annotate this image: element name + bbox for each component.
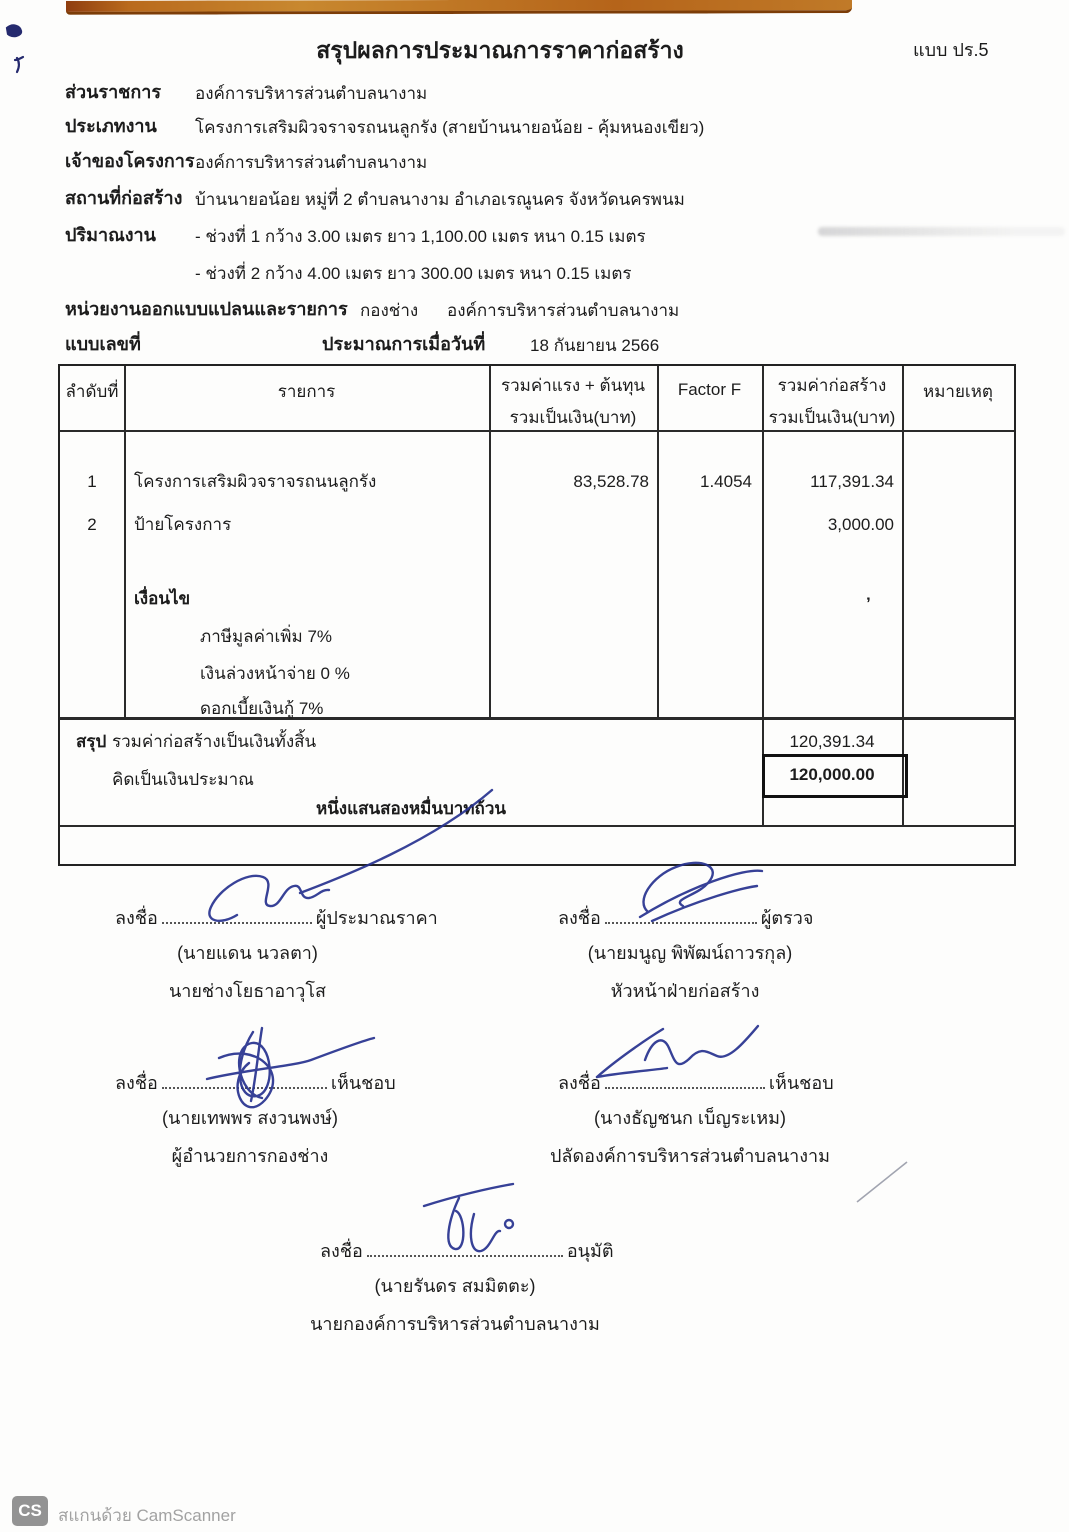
field-value-quantity-2: - ช่วงที่ 2 กว้าง 4.00 เมตร ยาว 300.00 เมตร หนา 0.15 เมตร	[195, 264, 632, 283]
row1-item: โครงการเสริมผิวจราจรถนนลูกรัง	[134, 472, 377, 491]
signature-row-estimator	[115, 903, 438, 932]
sign-role: เห็นชอบ	[330, 1073, 396, 1093]
stray-mark-top-left	[15, 57, 23, 60]
signer-position-inspector: หัวหน้าฝ่ายก่อสร้าง	[610, 981, 760, 1001]
row1-no: 1	[87, 472, 97, 491]
field-label-location: สถานที่ก่อสร้าง	[65, 188, 183, 208]
signature-row-approve-left	[115, 1068, 396, 1097]
row1-labor: 83,528.78	[573, 472, 649, 491]
sign-label: ลงชื่อ	[558, 908, 601, 928]
col-header-remark: หมายเหตุ	[923, 382, 993, 401]
form-code: แบบ ปร.5	[913, 40, 989, 60]
table-header-rule	[60, 430, 1014, 432]
stray-mark-top-left	[17, 58, 19, 72]
table-divider-col-no	[124, 366, 126, 717]
row2-total: 3,000.00	[827, 515, 894, 534]
signer-position-authorize: นายกองค์การบริหารส่วนตำบลนางาม	[310, 1314, 600, 1334]
signature-ink-authorize	[505, 1220, 513, 1228]
signer-name-authorize: (นายรันดร สมมิตตะ)	[374, 1276, 536, 1296]
col-header-total-1: รวมค่าก่อสร้าง	[777, 376, 887, 395]
field-label-owner: เจ้าของโครงการ	[65, 151, 195, 171]
sign-role: อนุมัติ	[566, 1241, 614, 1261]
signer-position-approve-right: ปลัดองค์การบริหารส่วนตำบลนางาม	[549, 1146, 831, 1166]
row1-factor: 1.4054	[700, 472, 752, 491]
camscanner-caption: สแกนด้วย CamScanner	[58, 1506, 236, 1525]
approx-label: คิดเป็นเงินประมาณ	[112, 770, 254, 789]
field-value-quantity-1: - ช่วงที่ 1 กว้าง 3.00 เมตร ยาว 1,100.00 เมตร หนา 0.15 เมตร	[195, 227, 646, 246]
sign-label: ลงชื่อ	[320, 1241, 363, 1261]
row1-total: 117,391.34	[810, 472, 894, 491]
field-label-form-no: แบบเลขที่	[65, 334, 141, 354]
col-header-labor-2: รวมเป็นเงิน(บาท)	[509, 408, 637, 427]
estimate-table	[58, 364, 1016, 866]
field-label-estimate-date: ประมาณการเมื่อวันที่	[322, 334, 486, 354]
signature-row-authorize	[320, 1236, 614, 1265]
field-label-agency: ส่วนราชการ	[65, 82, 162, 102]
scan-edge-artifact	[66, 0, 852, 15]
signer-position-approve-left: ผู้อำนวยการกองช่าง	[171, 1146, 329, 1166]
sign-role: ผู้ประมาณราคา	[315, 908, 438, 928]
conditions-title: เงื่อนไข	[134, 589, 191, 608]
signature-ink-authorize	[424, 1184, 513, 1206]
field-value-agency: องค์การบริหารส่วนตำบลนางาม	[195, 84, 428, 103]
approx-value: 120,000.00	[789, 765, 875, 784]
field-label-work-type: ประเภทงาน	[65, 116, 157, 136]
condition-interest: ดอกเบี้ยเงินกู้ 7%	[200, 699, 324, 718]
sign-label: ลงชื่อ	[558, 1073, 601, 1093]
stray-pen-mark: ’	[866, 594, 871, 613]
col-header-total-2: รวมเป็นเงิน(บาท)	[768, 408, 896, 427]
signer-name-estimator: (นายแดน นวลตา)	[177, 943, 318, 963]
camscanner-logo: CS	[12, 1496, 48, 1526]
col-header-no: ลำดับที่	[65, 382, 119, 401]
field-value-work-type: โครงการเสริมผิวจราจรถนนลูกรัง (สายบ้านนายอน้อย - คุ้มหนองเขียว)	[195, 118, 705, 137]
signature-dotted-line	[162, 1072, 327, 1089]
signature-dotted-line	[605, 907, 757, 924]
signature-ink-approve-right	[645, 1026, 758, 1064]
amount-in-words: หนึ่งแสนสองหมื่นบาทถ้วน	[315, 799, 506, 818]
field-value-designer-2: องค์การบริหารส่วนตำบลนางาม	[447, 301, 680, 320]
col-header-item: รายการ	[277, 382, 336, 401]
field-label-quantity: ปริมาณงาน	[65, 225, 156, 245]
sign-role: เห็นชอบ	[768, 1073, 834, 1093]
signature-dotted-line	[367, 1240, 563, 1257]
signer-position-estimator: นายช่างโยธาอาวุโส	[168, 981, 327, 1001]
field-value-estimate-date: 18 กันยายน 2566	[530, 336, 660, 355]
field-value-designer-1: กองช่าง	[360, 301, 419, 320]
page-title: สรุปผลการประมาณการราคาก่อสร้าง	[316, 37, 684, 63]
field-value-location: บ้านนายอน้อย หมู่ที่ 2 ตำบลนางาม อำเภอเรณูนคร จังหวัดนครพนม	[195, 190, 685, 209]
sign-role: ผู้ตรวจ	[760, 908, 814, 928]
col-header-labor-1: รวมค่าแรง + ต้นทุน	[500, 376, 646, 395]
field-value-owner: องค์การบริหารส่วนตำบลนางาม	[195, 153, 428, 172]
stray-mark-top-left	[7, 25, 21, 36]
table-divider-col-labor	[657, 366, 659, 717]
stray-mark-right	[857, 1162, 907, 1202]
col-header-factor: Factor F	[677, 380, 742, 399]
signature-row-approve-right	[558, 1068, 834, 1097]
condition-advance: เงินล่วงหน้าจ่าย 0 %	[200, 664, 350, 683]
row2-item: ป้ายโครงการ	[134, 515, 232, 534]
sign-label: ลงชื่อ	[115, 908, 158, 928]
signature-dotted-line	[162, 907, 312, 924]
scan-smudge-artifact	[818, 227, 1065, 236]
condition-vat: ภาษีมูลค่าเพิ่ม 7%	[200, 627, 333, 646]
row2-no: 2	[87, 515, 97, 534]
summary-total-label: รวมค่าก่อสร้างเป็นเงินทั้งสิ้น	[112, 732, 317, 751]
sign-label: ลงชื่อ	[115, 1073, 158, 1093]
signer-name-approve-left: (นายเทพพร สงวนพงษ์)	[161, 1108, 339, 1128]
field-label-designer: หน่วยงานออกแบบแปลนและรายการ	[65, 299, 348, 319]
summary-label: สรุป	[76, 732, 107, 751]
signature-row-inspector	[558, 903, 813, 932]
summary-total-value: 120,391.34	[789, 732, 875, 751]
table-bottom-row-rule	[60, 825, 1014, 827]
signature-dotted-line	[605, 1072, 765, 1089]
signer-name-inspector: (นายมนูญ พิพัฒน์ถาวรกุล)	[587, 943, 793, 963]
signer-name-approve-right: (นางธัญชนก เบ็ญระเหม)	[593, 1108, 787, 1128]
